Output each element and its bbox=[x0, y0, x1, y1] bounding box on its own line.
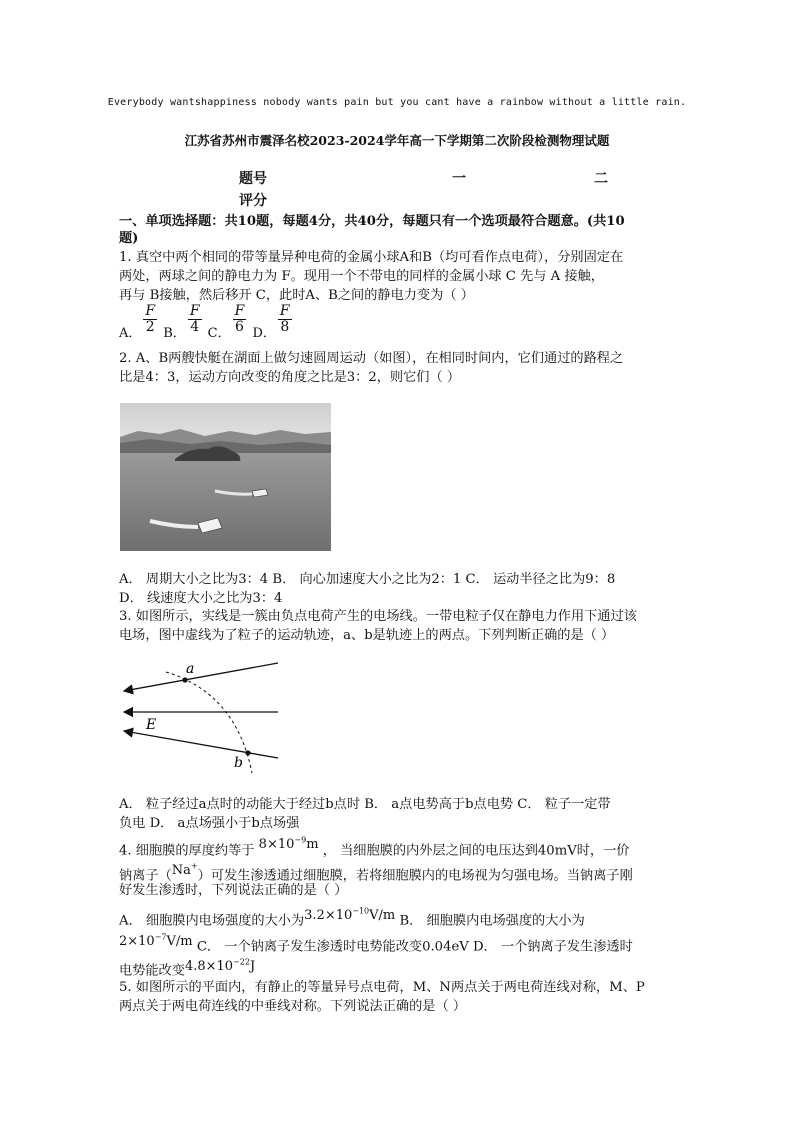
q4-option-d-value: $4.8\times 10^{-22}J$ bbox=[184, 958, 256, 975]
q1-option-b-fraction: $\frac{F}{4}$ bbox=[189, 303, 200, 335]
q4-thickness-value: $8\times 10^{-9}m$ bbox=[258, 836, 319, 853]
q1-option-a-label: A． bbox=[119, 326, 142, 341]
label-e: E bbox=[146, 717, 157, 733]
exam-title: 江苏省苏州市震泽名校2023-2024学年高一下学期第二次阶段检测物理试题 bbox=[184, 133, 610, 148]
q3-line2: 电场，图中虚线为了粒子的运动轨迹，a、b是轨迹上的两点。下列判断正确的是（ ） bbox=[119, 628, 615, 643]
q2-options-line1: A． 周期大小之比为3：4 B． 向心加速度大小之比为2：1 C． 运动半径之比为9：8 bbox=[119, 572, 616, 587]
section1-heading-line1: 一、单项选择题：共10题，每题4分，共40分，每题只有一个选项最符合题意。(共10 bbox=[119, 214, 625, 229]
score-table-col2: 二 bbox=[594, 171, 608, 187]
label-b: b bbox=[234, 755, 243, 771]
q2-line2: 比是4：3，运动方向改变的角度之比是3：2，则它们（ ） bbox=[119, 370, 461, 385]
score-table-label-pingfen: 评分 bbox=[239, 193, 267, 209]
field-line-top bbox=[124, 663, 278, 691]
q3-options-line1: A． 粒子经过a点时的动能大于经过b点时 B． a点电势高于b点电势 C． 粒子一定带 bbox=[119, 797, 611, 812]
point-a bbox=[182, 677, 187, 682]
q1-option-a-fraction: $\frac{F}{2}$ bbox=[145, 303, 156, 335]
point-b bbox=[245, 750, 250, 755]
q1-line2: 两处，两球之间的静电力为 F。现用一个不带电的同样的金属小球 C 先与 A 接触， bbox=[119, 269, 604, 284]
q1-option-d-fraction: $\frac{F}{8}$ bbox=[279, 303, 290, 335]
q1-options bbox=[119, 304, 294, 341]
q4-line2: 钠离子（Na+）可发生渗透通过细胞膜，若将细胞膜内的电场视为匀强电场。当钠离子刚 bbox=[119, 862, 633, 884]
electric-field-diagram bbox=[118, 655, 283, 775]
label-a: a bbox=[186, 661, 195, 677]
q1-option-c-label: C． bbox=[207, 326, 231, 341]
q3-line1: 3. 如图所示，实线是一簇由负点电荷产生的电场线。一带电粒子仅在静电力作用下通过该 bbox=[119, 609, 637, 624]
score-table-label-tihao: 题号 bbox=[239, 171, 267, 187]
q4-line3: 好发生渗透时，下列说法正确的是（ ） bbox=[119, 883, 348, 898]
q5-line1: 5. 如图所示的平面内，有静止的等量异号点电荷，M、N两点关于两电荷连线对称，M、P bbox=[119, 980, 645, 995]
q4-sodium-ion: Na+ bbox=[171, 862, 198, 879]
q1-option-c-fraction: $\frac{F}{6}$ bbox=[234, 303, 245, 335]
motto-line: Everybody wantshappiness nobody wants pain but you cant have a rainbow without a little rain. bbox=[107, 97, 687, 108]
speedboats-photo bbox=[120, 403, 331, 551]
section1-heading-line2: 题) bbox=[119, 231, 139, 246]
q5-line2: 两点关于两电荷连线的中垂线对称。下列说法正确的是（ ） bbox=[119, 999, 467, 1014]
score-table-col1: 一 bbox=[452, 171, 466, 187]
q4-line4: A． 细胞膜内电场强度的大小为$3.2\times 10^{-10}V/m$ B． 细胞膜内电场强度的大小为 bbox=[119, 907, 585, 929]
q2-options-line2: D． 线速度大小之比为3：4 bbox=[119, 591, 283, 606]
q3-options-line2: 负电 D． a点场强小于b点场强 bbox=[119, 816, 300, 831]
q2-line1: 2. A、B两艘快艇在湖面上做匀速圆周运动（如图），在相同时间内，它们通过的路程之 bbox=[119, 351, 624, 366]
q1-line3: 再与 B接触，然后移开 C，此时A、B之间的静电力变为（ ） bbox=[119, 288, 474, 303]
field-line-bottom bbox=[124, 731, 278, 758]
q4-line5: $2\times 10^{-7}V/m$ C． 一个钠离子发生渗透时电势能改变0.04eV D． 一个钠离子发生渗透时 bbox=[119, 933, 633, 955]
q4-option-b-value: $2\times 10^{-7}V/m$ bbox=[119, 933, 193, 950]
q4-option-a-value: $3.2\times 10^{-10}V/m$ bbox=[304, 907, 396, 924]
q1-line1: 1. 真空中两个相同的带等量异种电荷的金属小球A和B（均可看作点电荷），分别固定在 bbox=[119, 250, 624, 265]
q1-option-d-label: D． bbox=[252, 326, 276, 341]
q4-line1: 4. 细胞膜的厚度约等于 $8\times 10^{-9}m$ ， 当细胞膜的内外层之间的电压达到40mV时，一价 bbox=[119, 836, 630, 859]
q4-line6: 电势能改变$4.8\times 10^{-22}J$ bbox=[119, 958, 256, 979]
q1-option-b-label: B． bbox=[163, 326, 186, 341]
